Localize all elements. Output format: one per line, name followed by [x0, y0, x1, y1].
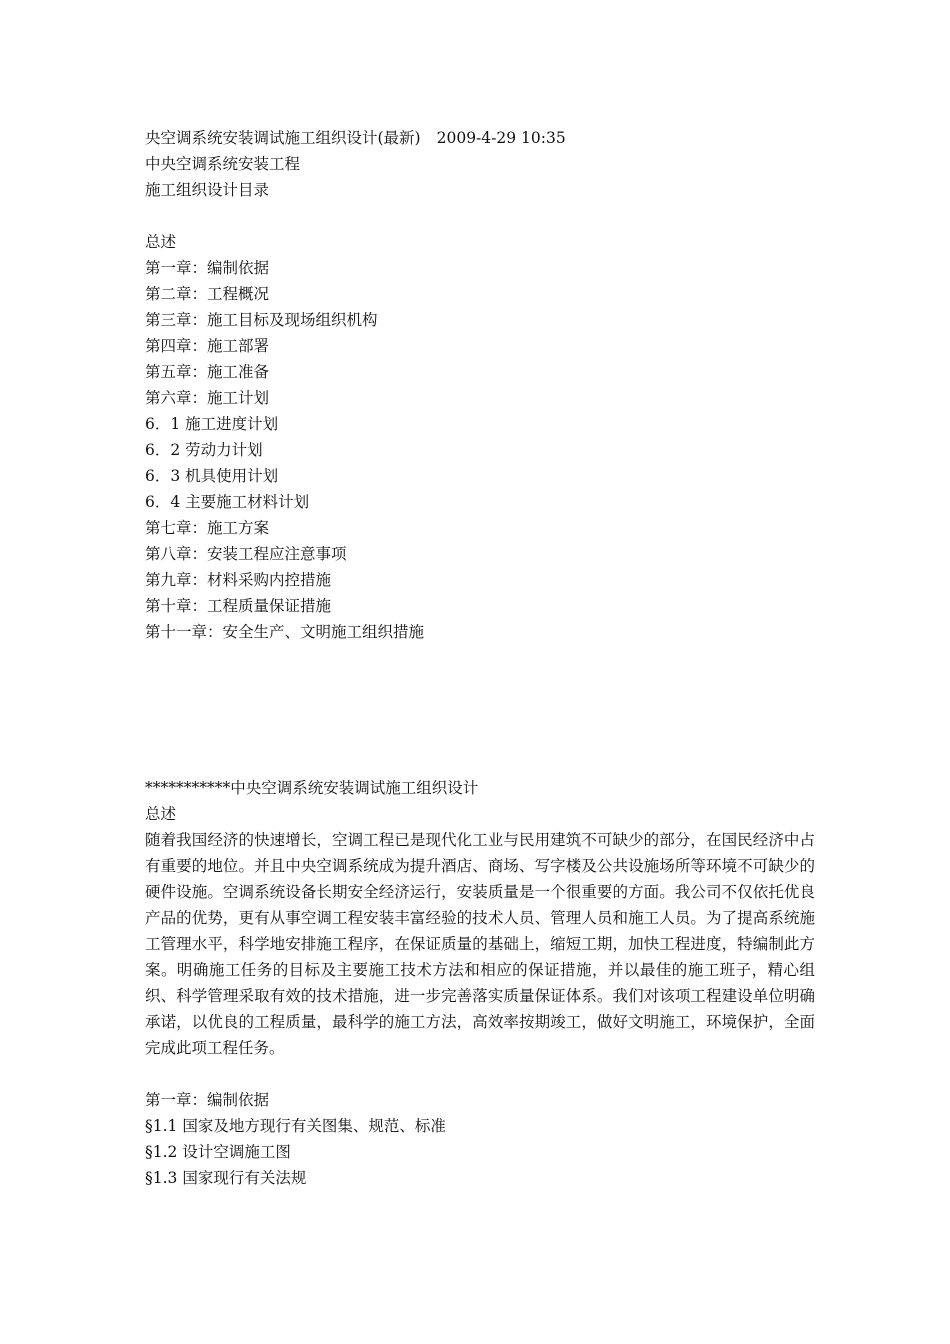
toc-item: 第四章：施工部署: [145, 337, 270, 355]
toc-item: 第六章：施工计划: [145, 389, 270, 407]
document-page: [145, 125, 815, 1191]
project-name: 中央空调系统安装工程: [145, 155, 301, 173]
toc-item: 第五章：施工准备: [145, 363, 270, 381]
toc-item: 6．4 主要施工材料计划: [145, 493, 310, 511]
toc-item: 6．2 劳动力计划: [145, 441, 263, 459]
section-title: ***********中央空调系统安装调试施工组织设计: [145, 779, 479, 797]
document-datetime: 2009-4-29 10:35: [436, 129, 566, 147]
overview-paragraph: 随着我国经济的快速增长，空调工程已是现代化工业与民用建筑不可缺少的部分，在国民经济中占有重要的地位。并且中央空调系统成为提升酒店、商场、写字楼及公共设施场所等环境不可缺少的硬件设施。空调系统设备长期安全经济运行，安装质量是一个很重要的方面。我公司不仅依托优良产品的优势，更有从事空调工程安装丰富经验的技术人员、管理人员和施工人员。为了提高系统施工管理水平，科学地安排施工程序，在保证质量的基础上，缩短工期，加快工程进度，特编制此方案。明确施工任务的目标及主要施工技术方法和相应的保证措施，并以最佳的施工班子，精心组织、科学管理采取有效的技术措施，进一步完善落实质量保证体系。我们对该项工程建设单位明确承诺，以优良的工程质量，最科学的施工方法，高效率按期竣工，做好文明施工，环境保护，全面完成此项工程任务。: [145, 831, 815, 1057]
toc-item: 6．3 机具使用计划: [145, 467, 279, 485]
toc-item: 6．1 施工进度计划: [145, 415, 279, 433]
document-title: 央空调系统安装调试施工组织设计(最新): [145, 129, 421, 147]
table-of-contents: [145, 229, 815, 645]
chapter1-item: §1.3 国家现行有关法规: [145, 1169, 307, 1187]
chapter1-item: §1.2 设计空调施工图: [145, 1143, 291, 1161]
toc-item: 第三章：施工目标及现场组织机构: [145, 311, 378, 329]
toc-item: 第十一章：安全生产、文明施工组织措施: [145, 623, 425, 641]
toc-item: 第一章：编制依据: [145, 259, 270, 277]
toc-item: 第七章：施工方案: [145, 519, 270, 537]
toc-item: 总述: [145, 233, 177, 251]
toc-title: 施工组织设计目录: [145, 181, 270, 199]
document-title-line: [145, 125, 815, 151]
toc-item: 第八章：安装工程应注意事项: [145, 545, 347, 563]
chapter1-item: §1.1 国家及地方现行有关图集、规范、标准: [145, 1117, 446, 1135]
overview-heading: 总述: [145, 805, 177, 823]
chapter1-heading: 第一章：编制依据: [145, 1091, 270, 1109]
toc-item: 第二章：工程概况: [145, 285, 270, 303]
toc-item: 第九章：材料采购内控措施: [145, 571, 332, 589]
toc-item: 第十章：工程质量保证措施: [145, 597, 332, 615]
